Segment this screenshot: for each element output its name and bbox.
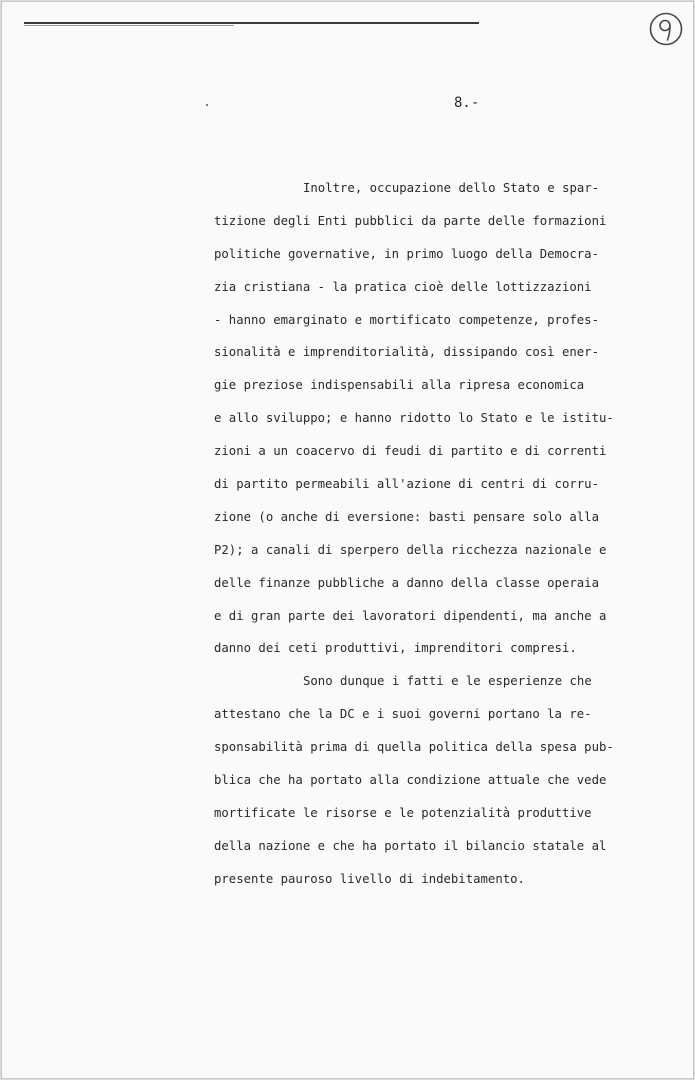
- top-rule-shadow: [24, 25, 234, 26]
- text-line: - hanno emarginato e mortificato competenze, profes-: [214, 312, 599, 327]
- text-line: blica che ha portato alla condizione attuale che vede: [214, 773, 607, 788]
- text-line: sponsabilità prima di quella politica della spesa pub-: [214, 740, 614, 755]
- text-line: e allo sviluppo; e hanno ridotto lo Stato e le istitu-: [214, 411, 614, 426]
- text-line: mortificate le risorse e le potenzialità produttive: [214, 805, 592, 820]
- text-line: tizione degli Enti pubblici da parte delle formazioni: [214, 213, 607, 228]
- text-line: di partito permeabili all'azione di centri di corru-: [214, 477, 599, 492]
- text-line: zioni a un coacervo di feudi di partito e di correnti: [214, 444, 607, 459]
- top-rule: [24, 22, 479, 24]
- body-text: [214, 176, 614, 900]
- text-line: danno dei ceti produttivi, imprenditori compresi.: [214, 641, 577, 656]
- handwritten-folio-mark: [647, 10, 685, 48]
- text-line: politiche governative, in primo luogo della Democra-: [214, 246, 599, 261]
- stray-ink-dot: [206, 104, 208, 106]
- text-line: della nazione e che ha portato il bilancio statale al: [214, 838, 607, 853]
- text-line: Inoltre, occupazione dello Stato e spar-: [303, 181, 600, 195]
- text-line: zione (o anche di eversione: basti pensare solo alla: [214, 509, 599, 524]
- text-line: e di gran parte dei lavoratori dipendenti, ma anche a: [214, 608, 607, 623]
- text-line: zia cristiana - la pratica cioè delle lottizzazioni: [214, 279, 592, 294]
- text-line: P2); a canali di sperpero della ricchezza nazionale e: [214, 542, 607, 557]
- page-number: 8.-: [454, 95, 480, 111]
- text-line: Sono dunque i fatti e le esperienze che: [303, 674, 592, 689]
- text-line: delle finanze pubbliche a danno della classe operaia: [214, 575, 599, 590]
- paragraph: [214, 669, 614, 899]
- text-line: gie preziose indispensabili alla ripresa economica: [214, 378, 585, 393]
- text-line: presente pauroso livello di indebitamento.: [214, 871, 525, 886]
- text-line: sionalità e imprenditorialità, dissipando così ener-: [214, 345, 599, 360]
- paragraph: [214, 176, 614, 669]
- text-line: attestano che la DC e i suoi governi portano la re-: [214, 707, 592, 722]
- document-page: [1, 1, 694, 1079]
